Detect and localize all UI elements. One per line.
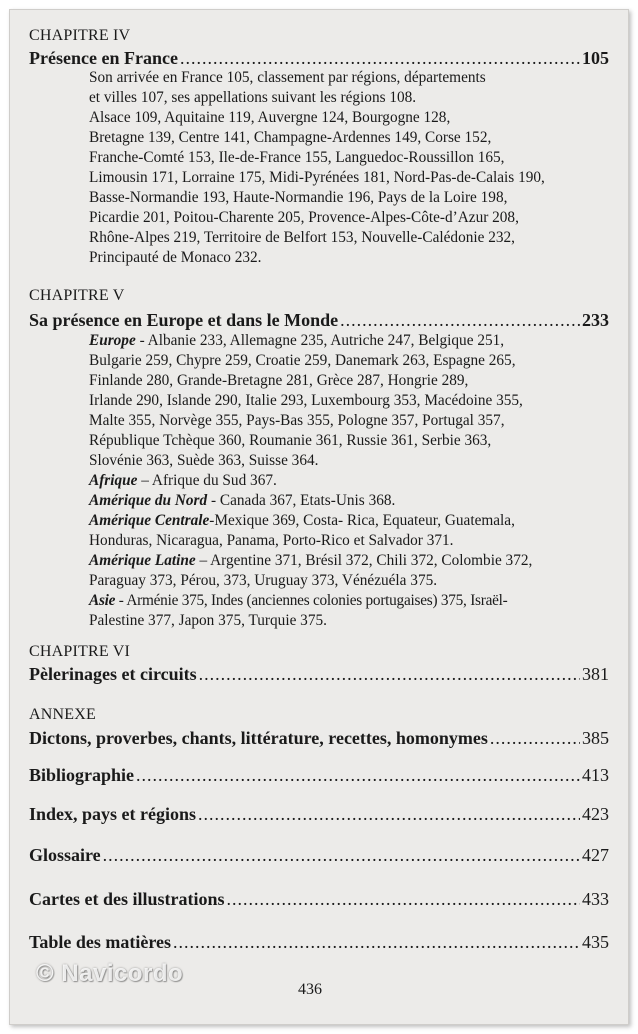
chapter-iv-entry — [29, 48, 609, 69]
leader-dots — [173, 932, 580, 953]
body-line — [89, 451, 609, 471]
body-line — [89, 351, 609, 371]
entry-page: 427 — [582, 845, 609, 865]
entry-title: Glossaire — [29, 845, 101, 865]
entry-title: Bibliographie — [29, 765, 135, 785]
leader-dots — [199, 664, 580, 685]
body-line — [89, 491, 609, 511]
body-line: Basse-Normandie 193, Haute-Normandie 196, Pays de la Loire 198, — [89, 189, 508, 206]
entry-page: 423 — [582, 804, 609, 824]
line-text: Bulgarie 259, Chypre 259, Croatie 259, Danemark 263, Espagne 265, — [89, 352, 516, 369]
body-line: et villes 107, ses appellations suivant les régions 108. — [89, 89, 417, 106]
line-text: – Argentine 371, Brésil 372, Chili 372, Colombie 372, — [195, 552, 533, 569]
region-heading: Amérique Centrale — [89, 512, 210, 529]
body-line — [89, 511, 609, 531]
region-heading: Afrique — [89, 472, 138, 489]
chapter-vi-page: 381 — [582, 664, 609, 684]
region-heading: Asie — [89, 592, 116, 609]
entry-page: 433 — [582, 889, 609, 909]
chapter-vi-title: Pèlerinages et circuits — [29, 664, 197, 684]
entry-title: Index, pays et régions — [29, 804, 197, 824]
line-text: - Arménie 375, Indes (anciennes colonies portugaises) 375, Israël- — [115, 592, 508, 609]
chapter-v-title: Sa présence en Europe et dans le Monde — [29, 310, 339, 330]
annexe-entry — [29, 728, 609, 749]
line-text: Slovénie 363, Suède 363, Suisse 364. — [89, 452, 319, 469]
leader-dots — [490, 728, 580, 749]
leader-dots — [340, 310, 580, 331]
chapter-vi-label: CHAPITRE VI — [29, 643, 131, 660]
body-line — [89, 431, 609, 451]
body-line: Franche-Comté 153, Ile-de-France 155, Languedoc-Roussillon 165, — [89, 149, 505, 166]
entry-page: 413 — [582, 765, 609, 785]
chapter-v-body — [89, 331, 609, 631]
watermark: © Navicordo — [36, 960, 184, 987]
chapter-v-entry — [29, 310, 609, 331]
leader-dots — [180, 48, 580, 69]
leader-dots — [103, 845, 580, 866]
body-line: Principauté de Monaco 232. — [89, 249, 262, 266]
line-text: Irlande 290, Islande 290, Italie 293, Luxembourg 353, Macédoine 355, — [89, 392, 523, 409]
toc-entry-table — [29, 932, 609, 953]
chapter-iv-title: Présence en France — [29, 48, 178, 68]
body-line — [89, 571, 609, 591]
chapter-iv-page: 105 — [582, 48, 609, 68]
leader-dots — [198, 804, 580, 825]
body-line: Son arrivée en France 105, classement par régions, départements — [89, 69, 486, 86]
line-text: Malte 355, Norvège 355, Pays-Bas 355, Pologne 357, Portugal 357, — [89, 412, 505, 429]
line-text: - Albanie 233, Allemagne 235, Autriche 247, Belgique 251, — [135, 332, 505, 349]
line-text: Finlande 280, Grande-Bretagne 281, Grèce 287, Hongrie 289, — [89, 372, 469, 389]
annexe-label: ANNEXE — [29, 706, 96, 723]
entry-title: Cartes et des illustrations — [29, 889, 225, 909]
entry-title: Table des matières — [29, 932, 171, 952]
toc-entry-glossaire — [29, 845, 609, 866]
line-text: - Canada 367, Etats-Unis 368. — [207, 492, 396, 509]
body-line: Bretagne 139, Centre 141, Champagne-Ardennes 149, Corse 152, — [89, 129, 492, 146]
leader-dots — [136, 765, 580, 786]
body-line: Limousin 171, Lorraine 175, Midi-Pyrénées 181, Nord-Pas-de-Calais 190, — [89, 169, 545, 186]
chapter-vi-entry — [29, 664, 609, 685]
body-line — [89, 471, 609, 491]
chapter-iv-label: CHAPITRE IV — [29, 27, 131, 44]
region-heading: Europe — [89, 332, 136, 349]
entry-page: 435 — [582, 932, 609, 952]
toc-entry-bibliographie — [29, 765, 609, 786]
body-line — [89, 331, 609, 351]
page-number: 436 — [298, 981, 322, 998]
line-text: Honduras, Nicaragua, Panama, Porto-Rico et Salvador 371. — [89, 532, 454, 549]
body-line: Rhône-Alpes 219, Territoire de Belfort 153, Nouvelle-Calédonie 232, — [89, 229, 516, 246]
line-text: Palestine 377, Japon 375, Turquie 375. — [89, 612, 327, 629]
chapter-v-page: 233 — [582, 310, 609, 330]
body-line — [89, 591, 609, 611]
chapter-v-label: CHAPITRE V — [29, 287, 125, 304]
body-line: Alsace 109, Aquitaine 119, Auvergne 124, Bourgogne 128, — [89, 109, 451, 126]
region-heading: Amérique du Nord — [89, 492, 208, 509]
line-text: République Tchèque 360, Roumanie 361, Russie 361, Serbie 363, — [89, 432, 492, 449]
body-line: Picardie 201, Poitou-Charente 205, Provence-Alpes-Côte-d’Azur 208, — [89, 209, 519, 226]
toc-entry-cartes — [29, 889, 609, 910]
chapter-iv-body — [89, 68, 609, 268]
annexe-title: Dictons, proverbes, chants, littérature, recettes, homonymes — [29, 728, 488, 748]
leader-dots — [226, 889, 580, 910]
body-line — [89, 391, 609, 411]
toc-entry-index — [29, 804, 609, 825]
body-line — [89, 551, 609, 571]
annexe-page: 385 — [582, 728, 609, 748]
body-line — [89, 611, 609, 631]
body-line — [89, 371, 609, 391]
line-text: -Mexique 369, Costa- Rica, Equateur, Guatemala, — [209, 512, 515, 529]
book-page — [9, 9, 629, 1025]
body-line — [89, 411, 609, 431]
region-heading: Amérique Latine — [89, 552, 196, 569]
line-text: Paraguay 373, Pérou, 373, Uruguay 373, Vénézuéla 375. — [89, 572, 438, 589]
body-line — [89, 531, 609, 551]
line-text: – Afrique du Sud 367. — [137, 472, 277, 489]
